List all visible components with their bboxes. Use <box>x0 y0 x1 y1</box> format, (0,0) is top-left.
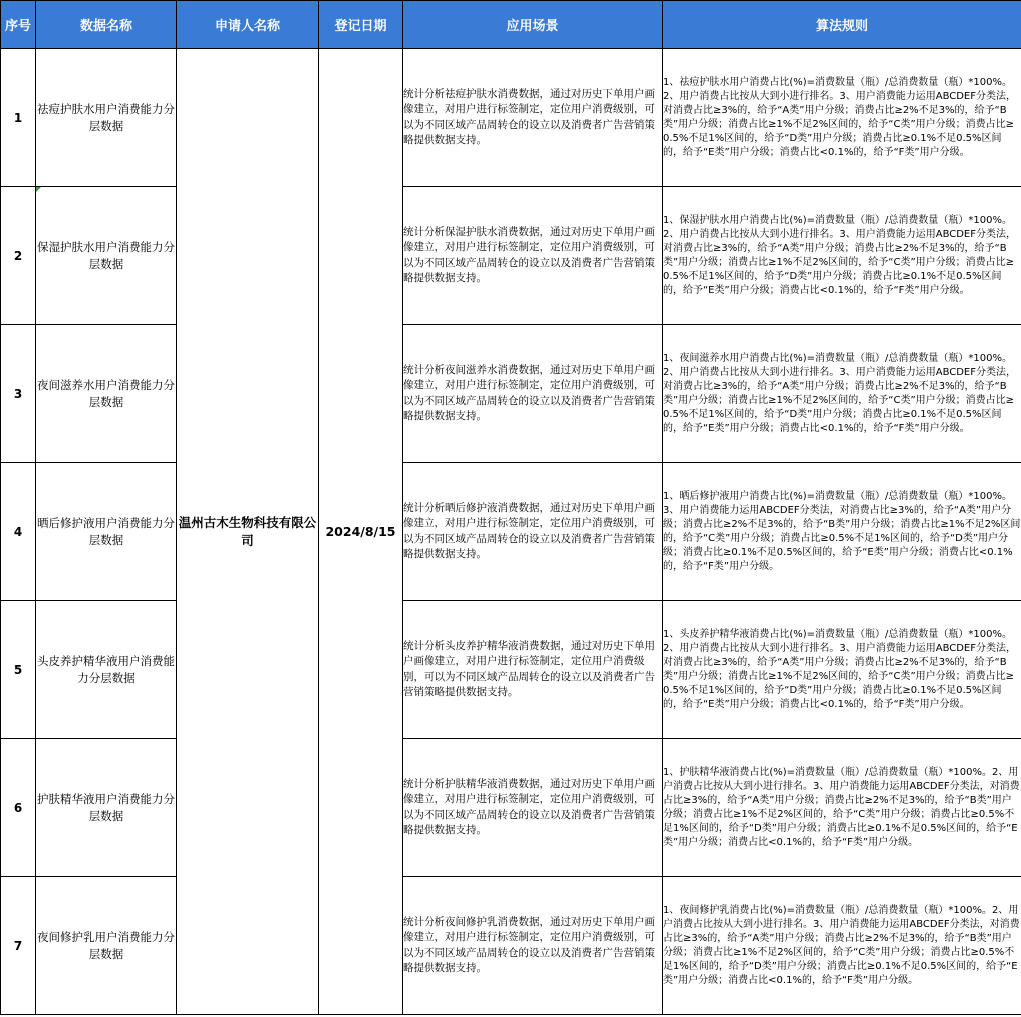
registration-date: 2024/8/15 <box>319 49 403 1015</box>
table-row <box>1 463 1021 601</box>
header-row <box>1 1 1021 49</box>
row-rule: 1、保湿护肤水用户消费占比(%)=消费数量（瓶）/总消费数量（瓶）*100%。2、用户消费占比按从大到小进行排名。3、用户消费能力运用ABCDEF分类法，对消费占比≥3%的，给予“A类”用户分级；消费占比≥2%不足3%的，给予“B类”用户分级；消费占比≥1%不足2%区间的，给予“C类”用户分级；消费占比≥0.5%不足1%区间的，给予“D类”用户分级；消费占比≥0.1%不足0.5%区间的，给予“E类”用户分级；消费占比<0.1%的，给予“F类”用户分级。 <box>663 187 1021 325</box>
row-rule: 1、护肤精华液消费占比(%)=消费数量（瓶）/总消费数量（瓶）*100%。2、用户消费占比按从大到小进行排名。3、用户消费能力运用ABCDEF分类法，对消费占比≥3%的，给予“A类”用户分级；消费占比≥2%不足3%的，给予“B类”用户分级；消费占比≥1%不足2%区间的，给予“C类”用户分级；消费占比≥0.5%不足1%区间的，给予“D类”用户分级；消费占比≥0.1%不足0.5%区间的，给予“E类”用户分级；消费占比<0.1%的，给予“F类”用户分级。 <box>663 739 1021 877</box>
row-index: 1 <box>1 49 36 187</box>
row-scene: 统计分析祛痘护肤水消费数据，通过对历史下单用户画像建立，对用户进行标签制定，定位用户消费级别，可以为不同区域产品周转仓的设立以及消费者广告营销策略提供数据支持。 <box>403 49 663 187</box>
header-data-name: 数据名称 <box>36 1 177 49</box>
row-index: 5 <box>1 601 36 739</box>
row-rule: 1、夜间修护乳消费占比(%)=消费数量（瓶）/总消费数量（瓶）*100%。2、用户消费占比按从大到小进行排名。3、用户消费能力运用ABCDEF分类法，对消费占比≥3%的，给予“A类”用户分级；消费占比≥2%不足3%的，给予“B类”用户分级；消费占比≥1%不足2%区间的，给予“C类”用户分级；消费占比≥0.5%不足1%区间的，给予“D类”用户分级；消费占比≥0.1%不足0.5%区间的，给予“E类”用户分级；消费占比<0.1%的，给予“F类”用户分级。 <box>663 877 1021 1015</box>
table-row <box>1 739 1021 877</box>
row-scene: 统计分析夜间修护乳消费数据，通过对历史下单用户画像建立，对用户进行标签制定，定位用户消费级别，可以为不同区域产品周转仓的设立以及消费者广告营销策略提供数据支持。 <box>403 877 663 1015</box>
row-data-name: 保湿护肤水用户消费能力分层数据 <box>36 187 177 325</box>
header-index: 序号 <box>1 1 36 49</box>
table-row <box>1 877 1021 1015</box>
row-data-name: 头皮养护精华液用户消费能力分层数据 <box>36 601 177 739</box>
row-index: 6 <box>1 739 36 877</box>
row-rule: 1、晒后修护液用户消费占比(%)=消费数量（瓶）/总消费数量（瓶）*100%。3、用户消费能力运用ABCDEF分类法，对消费占比≥3%的，给予“A类”用户分级；消费占比≥2%不足3%的，给予“B类”用户分级；消费占比≥1%不足2%区间的，给予“C类”用户分级；消费占比≥0.5%不足1%区间的，给予“D类”用户分级；消费占比≥0.1%不足0.5%区间的，给予“E类”用户分级；消费占比<0.1%的，给予“F类”用户分级。 <box>663 463 1021 601</box>
row-scene: 统计分析晒后修护液消费数据，通过对历史下单用户画像建立，对用户进行标签制定，定位用户消费级别，可以为不同区域产品周转仓的设立以及消费者广告营销策略提供数据支持。 <box>403 463 663 601</box>
row-index: 4 <box>1 463 36 601</box>
row-data-name: 晒后修护液用户消费能力分层数据 <box>36 463 177 601</box>
row-index: 3 <box>1 325 36 463</box>
row-data-name: 祛痘护肤水用户消费能力分层数据 <box>36 49 177 187</box>
row-scene: 统计分析夜间滋养水消费数据，通过对历史下单用户画像建立，对用户进行标签制定，定位用户消费级别，可以为不同区域产品周转仓的设立以及消费者广告营销策略提供数据支持。 <box>403 325 663 463</box>
table-row <box>1 325 1021 463</box>
row-scene: 统计分析护肤精华液消费数据，通过对历史下单用户画像建立，对用户进行标签制定，定位用户消费级别，可以为不同区域产品周转仓的设立以及消费者广告营销策略提供数据支持。 <box>403 739 663 877</box>
row-data-name: 夜间修护乳用户消费能力分层数据 <box>36 877 177 1015</box>
header-scene: 应用场景 <box>403 1 663 49</box>
row-index: 2 <box>1 187 36 325</box>
applicant-name: 温州古木生物科技有限公司 <box>177 49 319 1015</box>
header-rule: 算法规则 <box>663 1 1021 49</box>
header-applicant: 申请人名称 <box>177 1 319 49</box>
row-data-name: 夜间滋养水用户消费能力分层数据 <box>36 325 177 463</box>
row-index: 7 <box>1 877 36 1015</box>
table-row <box>1 187 1021 325</box>
row-rule: 1、夜间滋养水用户消费占比(%)=消费数量（瓶）/总消费数量（瓶）*100%。2、用户消费占比按从大到小进行排名。3、用户消费能力运用ABCDEF分类法，对消费占比≥3%的，给予“A类”用户分级；消费占比≥2%不足3%的，给予“B类”用户分级；消费占比≥1%不足2%区间的，给予“C类”用户分级；消费占比≥0.5%不足1%区间的，给予“D类”用户分级；消费占比≥0.1%不足0.5%区间的，给予“E类”用户分级；消费占比<0.1%的，给予“F类”用户分级。 <box>663 325 1021 463</box>
header-date: 登记日期 <box>319 1 403 49</box>
row-rule: 1、头皮养护精华液消费占比(%)=消费数量（瓶）/总消费数量（瓶）*100%。2、用户消费占比按从大到小进行排名。3、用户消费能力运用ABCDEF分类法，对消费占比≥3%的，给予“A类”用户分级；消费占比≥2%不足3%的，给予“B类”用户分级；消费占比≥1%不足2%区间的，给予“C类”用户分级；消费占比≥0.5%不足1%区间的，给予“D类”用户分级；消费占比≥0.1%不足0.5%区间的，给予“E类”用户分级；消费占比<0.1%的，给予“F类”用户分级。 <box>663 601 1021 739</box>
table-row <box>1 49 1021 187</box>
row-rule: 1、祛痘护肤水用户消费占比(%)=消费数量（瓶）/总消费数量（瓶）*100%。2、用户消费占比按从大到小进行排名。3、用户消费能力运用ABCDEF分类法，对消费占比≥3%的，给予“A类”用户分级；消费占比≥2%不足3%的，给予“B类”用户分级；消费占比≥1%不足2%区间的，给予“C类”用户分级；消费占比≥0.5%不足1%区间的，给予“D类”用户分级；消费占比≥0.1%不足0.5%区间的，给予“E类”用户分级；消费占比<0.1%的，给予“F类”用户分级。 <box>663 49 1021 187</box>
row-data-name: 护肤精华液用户消费能力分层数据 <box>36 739 177 877</box>
row-scene: 统计分析保湿护肤水消费数据，通过对历史下单用户画像建立，对用户进行标签制定，定位用户消费级别，可以为不同区域产品周转仓的设立以及消费者广告营销策略提供数据支持。 <box>403 187 663 325</box>
row-scene: 统计分析头皮养护精华液消费数据，通过对历史下单用户画像建立，对用户进行标签制定，定位用户消费级别，可以为不同区域产品周转仓的设立以及消费者广告营销策略提供数据支持。 <box>403 601 663 739</box>
table-row <box>1 601 1021 739</box>
